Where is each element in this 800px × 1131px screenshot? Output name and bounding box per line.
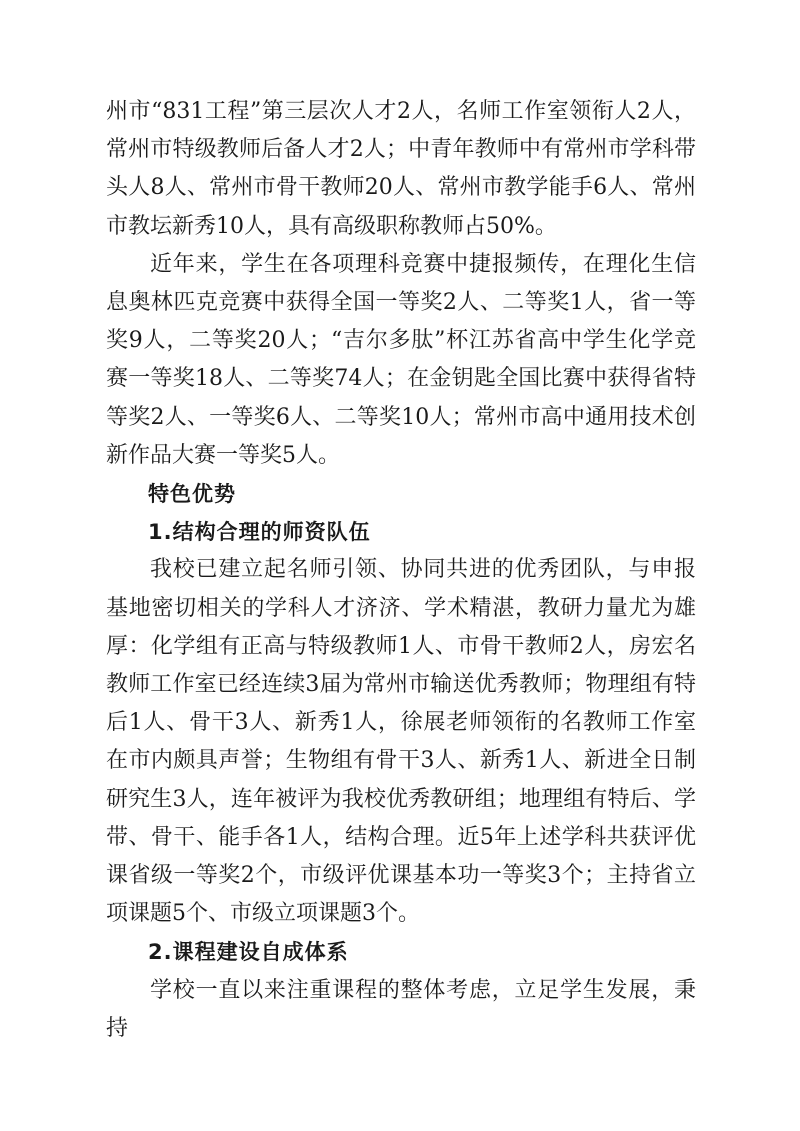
section-heading-features: 特色优势	[148, 482, 236, 507]
paragraph-faculty-details: 我校已建立起名师引领、协同共进的优秀团队，与申报基地密切相关的学科人才济济、学术精湛，教研力量尤为雄厚：化学组有正高与特级教师1人、市骨干教师2人，房宏名教师工作室已经连续3届为常州市输送优秀教师；物理组有特后1人、骨干3人、新秀1人，徐展老师领衔的名教师工作室在市内颇具声誉；生物组有骨干3人、新秀1人、新进全日制研究生3人，连年被评为我校优秀教研组；地理组有特后、学带、骨干、能手各1人，结构合理。近5年上述学科共获评优课省级一等奖2个，市级评优课基本功一等奖3个；主持省立项课题5个、市级立项课题3个。	[106, 557, 696, 927]
paragraph-talent-stats: 州市“831工程”第三层次人才2人，名师工作室领衔人2人，常州市特级教师后备人才2人；中青年教师中有常州市学科带头人8人、常州市骨干教师20人、常州市教学能手6人、常州市教坛新秀10人，具有高级职称教师占50%。	[106, 99, 696, 239]
subheading-curriculum: 2.课程建设自成体系	[148, 940, 349, 965]
document-body	[106, 93, 696, 1048]
subheading-faculty: 1.结构合理的师资队伍	[148, 520, 371, 545]
paragraph-curriculum-intro: 学校一直以来注重课程的整体考虑，立足学生发展，秉持	[106, 977, 696, 1041]
paragraph-competition-awards: 近年来，学生在各项理科竞赛中捷报频传，在理化生信息奥林匹克竞赛中获得全国一等奖2人、二等奖1人，省一等奖9人，二等奖20人；“吉尔多肽”杯江苏省高中学生化学竞赛一等奖18人、二等奖74人；在金钥匙全国比赛中获得省特等奖2人、一等奖6人、二等奖10人；常州市高中通用技术创新作品大赛一等奖5人。	[106, 251, 696, 468]
